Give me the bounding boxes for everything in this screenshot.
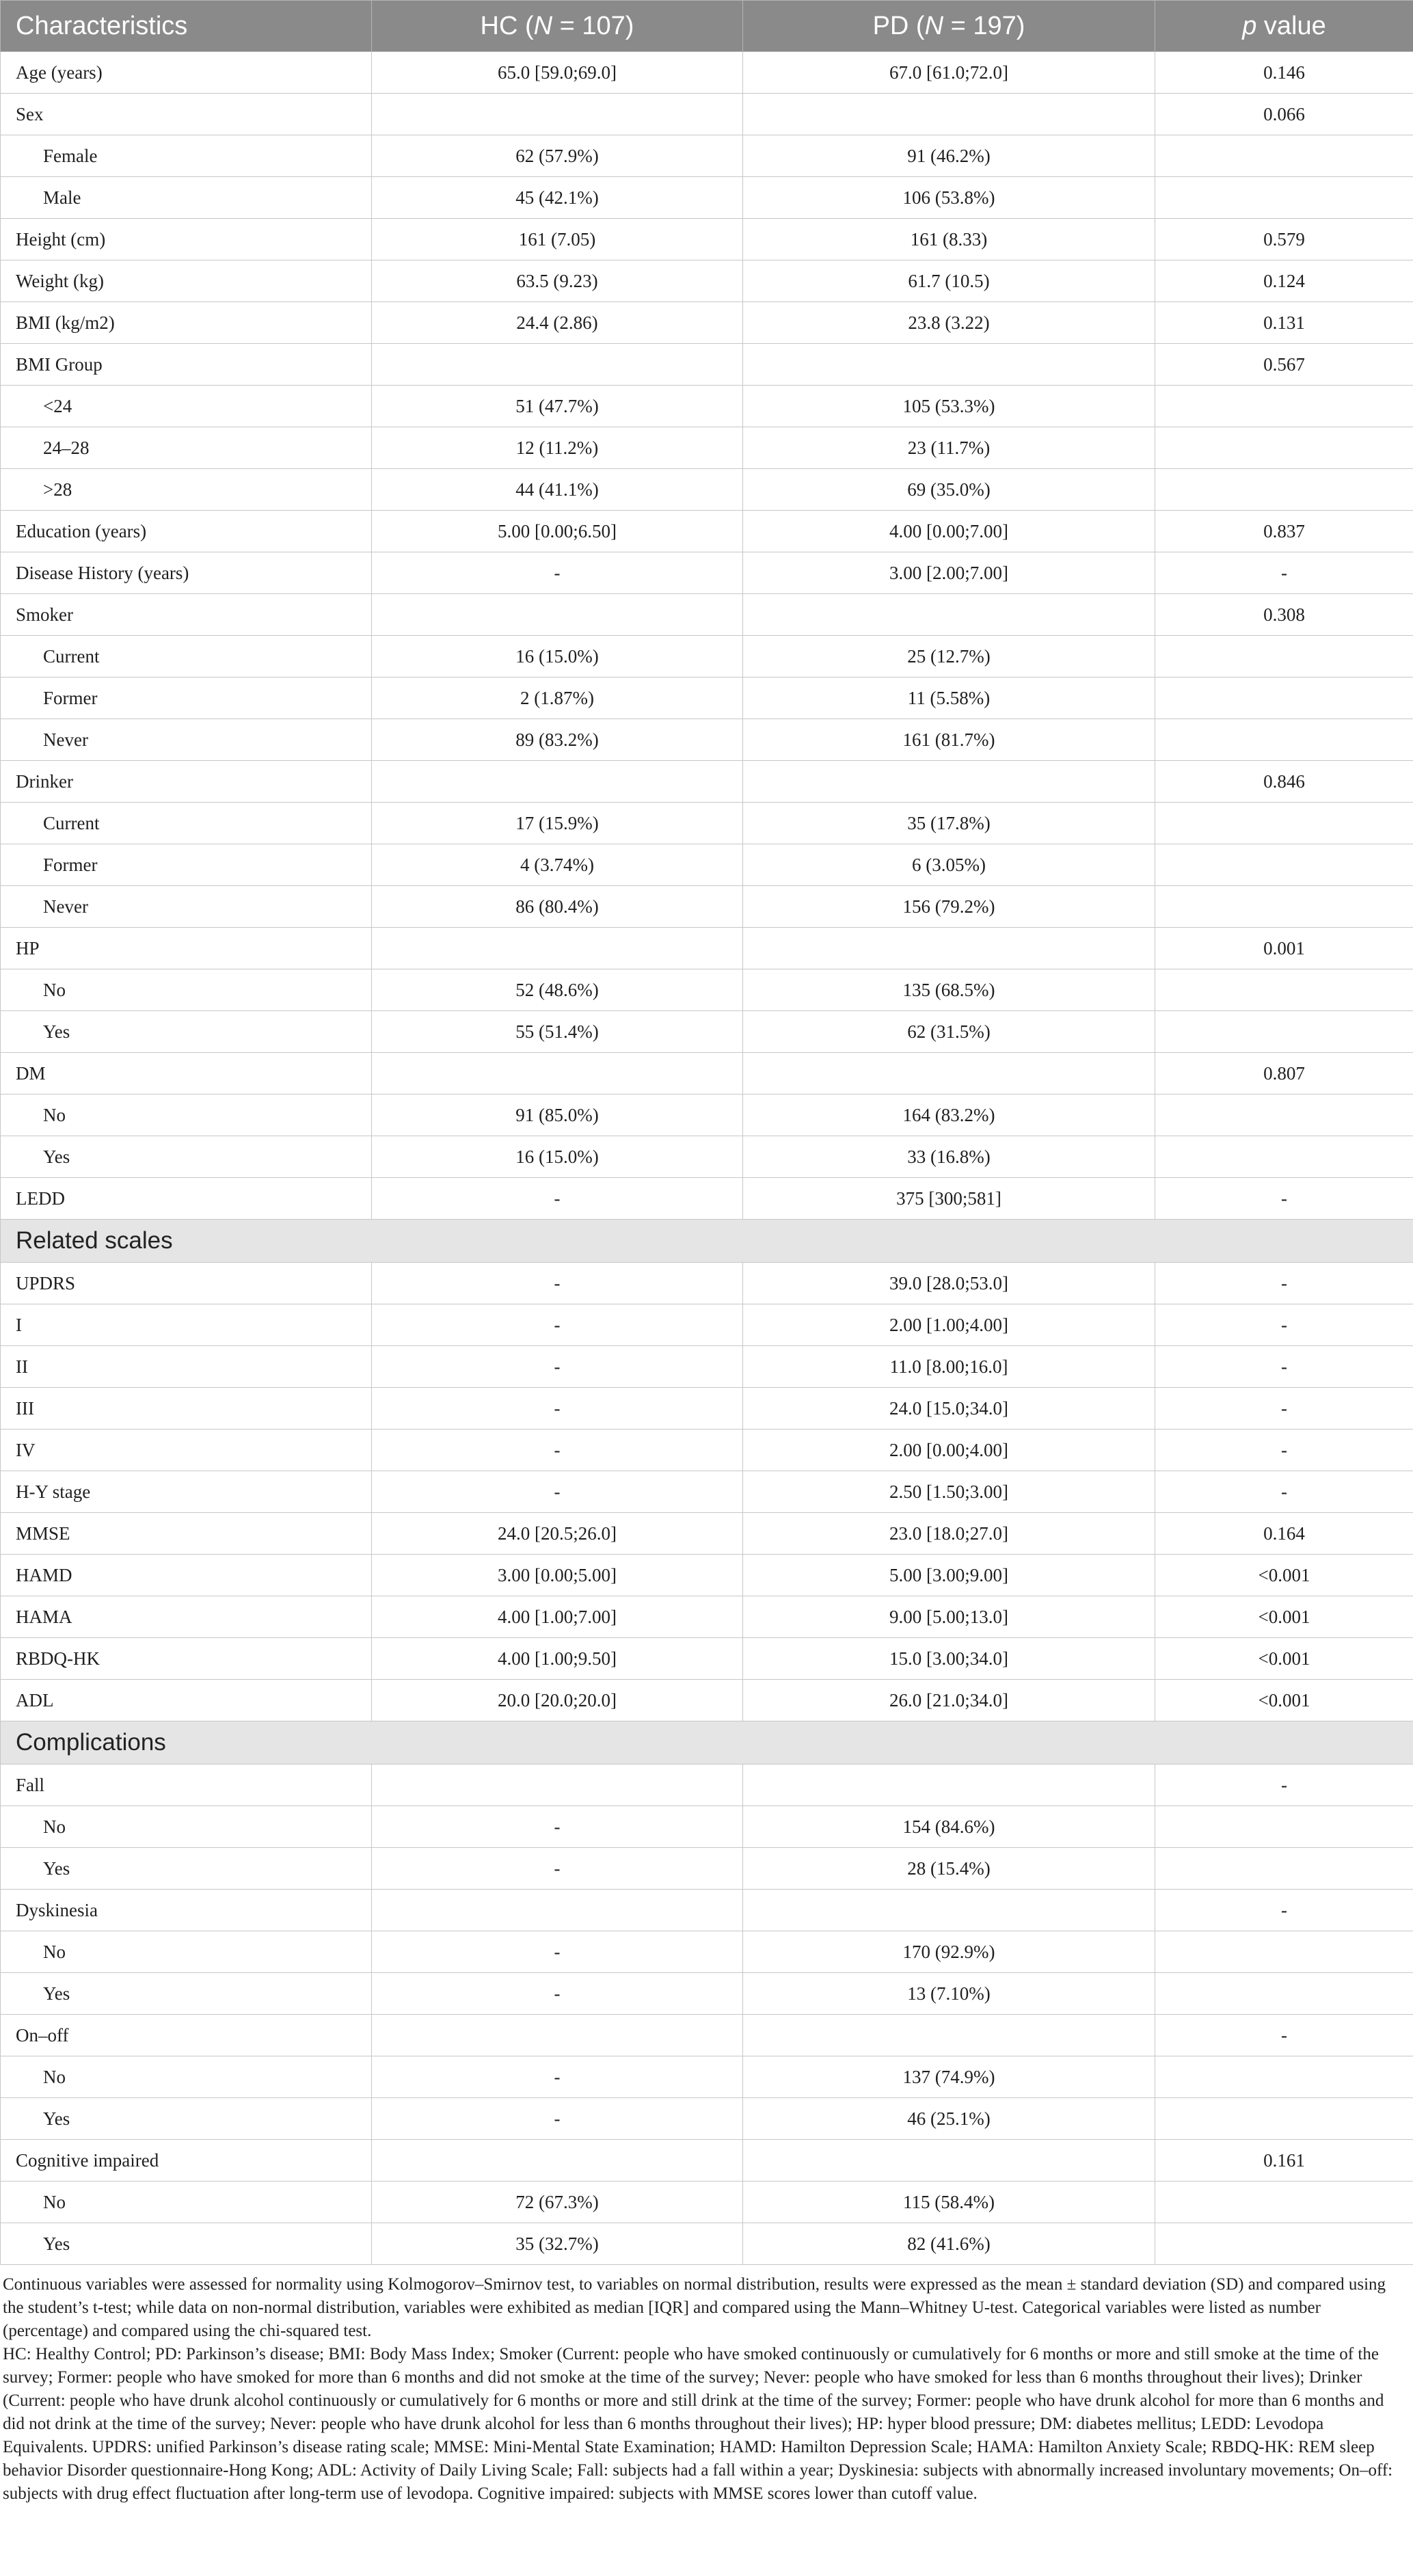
pd-value: 25 (12.7%) — [743, 636, 1155, 677]
hc-value: - — [372, 1430, 743, 1471]
hc-value: 63.5 (9.23) — [372, 260, 743, 302]
section-title: Related scales — [1, 1220, 1413, 1263]
pd-value: 69 (35.0%) — [743, 469, 1155, 511]
p-value: <0.001 — [1155, 1596, 1413, 1638]
row-label: <24 — [1, 386, 372, 427]
row-label: On–off — [1, 2015, 372, 2056]
p-value: - — [1155, 2015, 1413, 2056]
hc-value — [372, 594, 743, 636]
row-label: No — [1, 1931, 372, 1973]
table-row — [1, 1178, 1413, 1220]
table-body — [1, 52, 1413, 2265]
p-value: 0.308 — [1155, 594, 1413, 636]
hc-value: 44 (41.1%) — [372, 469, 743, 511]
row-label: Yes — [1, 1136, 372, 1178]
row-label: Male — [1, 177, 372, 219]
table-row — [1, 1471, 1413, 1513]
pd-value: 161 (81.7%) — [743, 719, 1155, 761]
pd-value — [743, 2015, 1155, 2056]
table-row — [1, 1304, 1413, 1346]
hc-value: - — [372, 1973, 743, 2015]
table-row — [1, 1680, 1413, 1721]
p-value — [1155, 1011, 1413, 1053]
p-value: - — [1155, 1304, 1413, 1346]
table-row — [1, 1053, 1413, 1095]
pd-value: 2.00 [1.00;4.00] — [743, 1304, 1155, 1346]
row-label: ADL — [1, 1680, 372, 1721]
pd-value: 39.0 [28.0;53.0] — [743, 1263, 1155, 1304]
pd-value — [743, 1053, 1155, 1095]
row-label: LEDD — [1, 1178, 372, 1220]
hc-value: 5.00 [0.00;6.50] — [372, 511, 743, 552]
pd-value: 11.0 [8.00;16.0] — [743, 1346, 1155, 1388]
table-row — [1, 219, 1413, 260]
row-label: Drinker — [1, 761, 372, 803]
pd-value: 61.7 (10.5) — [743, 260, 1155, 302]
pd-value: 26.0 [21.0;34.0] — [743, 1680, 1155, 1721]
table-row — [1, 1931, 1413, 1973]
hc-value: 45 (42.1%) — [372, 177, 743, 219]
pd-value: 4.00 [0.00;7.00] — [743, 511, 1155, 552]
pd-value: 23.8 (3.22) — [743, 302, 1155, 344]
header-pd-suffix: = 197) — [943, 11, 1025, 40]
p-value: 0.837 — [1155, 511, 1413, 552]
table-row — [1, 94, 1413, 135]
p-value — [1155, 1931, 1413, 1973]
pd-value: 2.00 [0.00;4.00] — [743, 1430, 1155, 1471]
hc-value: 52 (48.6%) — [372, 969, 743, 1011]
hc-value: - — [372, 1931, 743, 1973]
header-p: p — [1242, 11, 1257, 40]
table-row — [1, 886, 1413, 928]
p-value — [1155, 427, 1413, 469]
row-label: No — [1, 969, 372, 1011]
pd-value: 13 (7.10%) — [743, 1973, 1155, 2015]
p-value: - — [1155, 1388, 1413, 1430]
table-row — [1, 1346, 1413, 1388]
p-value: - — [1155, 552, 1413, 594]
p-value: 0.066 — [1155, 94, 1413, 135]
p-value: 0.164 — [1155, 1513, 1413, 1555]
row-label: RBDQ-HK — [1, 1638, 372, 1680]
section-row — [1, 1220, 1413, 1263]
hc-value: - — [372, 2056, 743, 2098]
hc-value: 12 (11.2%) — [372, 427, 743, 469]
hc-value: 17 (15.9%) — [372, 803, 743, 844]
p-value: - — [1155, 1890, 1413, 1931]
hc-value: 55 (51.4%) — [372, 1011, 743, 1053]
hc-value: 89 (83.2%) — [372, 719, 743, 761]
hc-value: - — [372, 1304, 743, 1346]
pd-value: 11 (5.58%) — [743, 677, 1155, 719]
table-row — [1, 511, 1413, 552]
row-label: No — [1, 1806, 372, 1848]
pd-value: 3.00 [2.00;7.00] — [743, 552, 1155, 594]
pd-value: 15.0 [3.00;34.0] — [743, 1638, 1155, 1680]
header-characteristics: Characteristics — [1, 1, 372, 52]
table-row — [1, 52, 1413, 94]
p-value — [1155, 1848, 1413, 1890]
table-row — [1, 719, 1413, 761]
row-label: IV — [1, 1430, 372, 1471]
table-footnotes — [0, 2265, 1413, 2506]
hc-value: 72 (67.3%) — [372, 2182, 743, 2223]
row-label: Weight (kg) — [1, 260, 372, 302]
p-value: 0.579 — [1155, 219, 1413, 260]
row-label: No — [1, 1095, 372, 1136]
hc-value: 4 (3.74%) — [372, 844, 743, 886]
hc-value: - — [372, 1848, 743, 1890]
table-row — [1, 344, 1413, 386]
p-value — [1155, 1973, 1413, 2015]
hc-value: 4.00 [1.00;9.50] — [372, 1638, 743, 1680]
row-label: Former — [1, 677, 372, 719]
p-value — [1155, 386, 1413, 427]
table-row — [1, 552, 1413, 594]
hc-value: 24.0 [20.5;26.0] — [372, 1513, 743, 1555]
header-pd-prefix: PD ( — [872, 11, 925, 40]
hc-value: - — [372, 1806, 743, 1848]
p-value: - — [1155, 1178, 1413, 1220]
hc-value — [372, 761, 743, 803]
hc-value: 24.4 (2.86) — [372, 302, 743, 344]
pd-value: 164 (83.2%) — [743, 1095, 1155, 1136]
pd-value: 35 (17.8%) — [743, 803, 1155, 844]
pd-value: 2.50 [1.50;3.00] — [743, 1471, 1155, 1513]
table-row — [1, 969, 1413, 1011]
row-label: Current — [1, 636, 372, 677]
p-value — [1155, 2223, 1413, 2265]
pd-value — [743, 1890, 1155, 1931]
row-label: Sex — [1, 94, 372, 135]
hc-value: - — [372, 1346, 743, 1388]
row-label: Never — [1, 719, 372, 761]
table-row — [1, 677, 1413, 719]
p-value: <0.001 — [1155, 1638, 1413, 1680]
hc-value: 91 (85.0%) — [372, 1095, 743, 1136]
pd-value: 23 (11.7%) — [743, 427, 1155, 469]
p-value: <0.001 — [1155, 1680, 1413, 1721]
p-value — [1155, 803, 1413, 844]
pd-value — [743, 2140, 1155, 2182]
row-label: >28 — [1, 469, 372, 511]
header-pd-n: N — [924, 11, 944, 40]
table-row — [1, 761, 1413, 803]
hc-value: 20.0 [20.0;20.0] — [372, 1680, 743, 1721]
pd-value: 375 [300;581] — [743, 1178, 1155, 1220]
p-value — [1155, 2182, 1413, 2223]
p-value: 0.131 — [1155, 302, 1413, 344]
pd-value: 170 (92.9%) — [743, 1931, 1155, 1973]
table-row — [1, 636, 1413, 677]
pd-value: 9.00 [5.00;13.0] — [743, 1596, 1155, 1638]
pd-value: 24.0 [15.0;34.0] — [743, 1388, 1155, 1430]
row-label: Fall — [1, 1765, 372, 1806]
row-label: Dyskinesia — [1, 1890, 372, 1931]
p-value: 0.846 — [1155, 761, 1413, 803]
header-p-suffix: value — [1256, 11, 1326, 40]
table-row — [1, 1638, 1413, 1680]
pd-value: 115 (58.4%) — [743, 2182, 1155, 2223]
p-value — [1155, 636, 1413, 677]
hc-value: 62 (57.9%) — [372, 135, 743, 177]
row-label: No — [1, 2056, 372, 2098]
hc-value — [372, 928, 743, 969]
section-row — [1, 1721, 1413, 1765]
table-row — [1, 2015, 1413, 2056]
row-label: II — [1, 1346, 372, 1388]
table-row — [1, 2140, 1413, 2182]
p-value: - — [1155, 1430, 1413, 1471]
row-label: Height (cm) — [1, 219, 372, 260]
row-label: Disease History (years) — [1, 552, 372, 594]
header-hc-n: N — [533, 11, 553, 40]
footnote: HC: Healthy Control; PD: Parkinson’s disease; BMI: Body Mass Index; Smoker (Current: people who have smoked continuously or cumulatively for 6 months or more and still smoke at the time of the survey; Former: people who have smoked for more than 6 months and did not smoke at the time of the survey; Never: people who have smoked for less than 6 months throughout their lives); Drinker (Current: people who have drunk alcohol continuously or cumulatively for 6 months or more and still drink at the time of the survey; Former: people who have drunk alcohol for more than 6 months and did not drink at the time of the survey; Never: people who have drunk alcohol for less than 6 months throughout their lives); HP: hyper blood pressure; DM: diabetes mellitus; LEDD: Levodopa Equivalents. UPDRS: unified Parkinson’s disease rating scale; MMSE: Mini-Mental State Examination; HAMD: Hamilton Depression Scale; HAMA: Hamilton Anxiety Scale; RBDQ-HK: REM sleep behavior Disorder questionnaire-Hong Kong; ADL: Activity of Daily Living Scale; Fall: subjects had a fall within a year; Dyskinesia: subjects with abnormally increased involuntary movements; On–off: subjects with drug effect fluctuation after long-term use of levodopa. Cognitive impaired: subjects with MMSE scores lower than cutoff value. — [3, 2345, 1393, 2503]
hc-value: 86 (80.4%) — [372, 886, 743, 928]
table-row — [1, 1136, 1413, 1178]
row-label: No — [1, 2182, 372, 2223]
row-label: BMI (kg/m2) — [1, 302, 372, 344]
p-value — [1155, 969, 1413, 1011]
p-value: - — [1155, 1471, 1413, 1513]
row-label: MMSE — [1, 1513, 372, 1555]
row-label: I — [1, 1304, 372, 1346]
p-value — [1155, 135, 1413, 177]
pd-value: 62 (31.5%) — [743, 1011, 1155, 1053]
row-label: Yes — [1, 1848, 372, 1890]
row-label: Education (years) — [1, 511, 372, 552]
section-title: Complications — [1, 1721, 1413, 1765]
p-value: - — [1155, 1765, 1413, 1806]
table-header-row — [1, 1, 1413, 52]
table-row — [1, 803, 1413, 844]
header-hc — [372, 1, 743, 52]
pd-value: 82 (41.6%) — [743, 2223, 1155, 2265]
table-row — [1, 1513, 1413, 1555]
p-value — [1155, 2056, 1413, 2098]
hc-value: 161 (7.05) — [372, 219, 743, 260]
pd-value — [743, 594, 1155, 636]
table-row — [1, 2056, 1413, 2098]
p-value: 0.161 — [1155, 2140, 1413, 2182]
hc-value: 2 (1.87%) — [372, 677, 743, 719]
hc-value: 16 (15.0%) — [372, 636, 743, 677]
pd-value: 33 (16.8%) — [743, 1136, 1155, 1178]
p-value: - — [1155, 1346, 1413, 1388]
pd-value: 46 (25.1%) — [743, 2098, 1155, 2140]
pd-value: 135 (68.5%) — [743, 969, 1155, 1011]
hc-value: - — [372, 1263, 743, 1304]
hc-value — [372, 2140, 743, 2182]
row-label: HAMD — [1, 1555, 372, 1596]
table-row — [1, 844, 1413, 886]
hc-value: - — [372, 2098, 743, 2140]
row-label: BMI Group — [1, 344, 372, 386]
row-label: 24–28 — [1, 427, 372, 469]
p-value — [1155, 1806, 1413, 1848]
table-row — [1, 135, 1413, 177]
hc-value: 35 (32.7%) — [372, 2223, 743, 2265]
p-value — [1155, 469, 1413, 511]
row-label: HAMA — [1, 1596, 372, 1638]
p-value: 0.001 — [1155, 928, 1413, 969]
table-row — [1, 302, 1413, 344]
table-row — [1, 1765, 1413, 1806]
row-label: Female — [1, 135, 372, 177]
row-label: Yes — [1, 1011, 372, 1053]
pd-value: 156 (79.2%) — [743, 886, 1155, 928]
pd-value: 137 (74.9%) — [743, 2056, 1155, 2098]
hc-value: 51 (47.7%) — [372, 386, 743, 427]
row-label: III — [1, 1388, 372, 1430]
p-value — [1155, 719, 1413, 761]
table-row — [1, 427, 1413, 469]
table-row — [1, 2223, 1413, 2265]
p-value — [1155, 677, 1413, 719]
p-value: <0.001 — [1155, 1555, 1413, 1596]
table-row — [1, 1388, 1413, 1430]
row-label: UPDRS — [1, 1263, 372, 1304]
hc-value: 65.0 [59.0;69.0] — [372, 52, 743, 94]
hc-value: 4.00 [1.00;7.00] — [372, 1596, 743, 1638]
pd-value — [743, 761, 1155, 803]
hc-value: - — [372, 552, 743, 594]
table-row — [1, 2182, 1413, 2223]
table-row — [1, 928, 1413, 969]
p-value — [1155, 844, 1413, 886]
row-label: HP — [1, 928, 372, 969]
row-label: DM — [1, 1053, 372, 1095]
hc-value: - — [372, 1388, 743, 1430]
pd-value — [743, 1765, 1155, 1806]
table-row — [1, 1973, 1413, 2015]
p-value — [1155, 886, 1413, 928]
p-value — [1155, 177, 1413, 219]
table-row — [1, 1555, 1413, 1596]
p-value: 0.124 — [1155, 260, 1413, 302]
header-hc-prefix: HC ( — [480, 11, 534, 40]
table-row — [1, 469, 1413, 511]
pd-value: 67.0 [61.0;72.0] — [743, 52, 1155, 94]
footnote: Continuous variables were assessed for normality using Kolmogorov–Smirnov test, to variables on normal distribution, results were expressed as the mean ± standard deviation (SD) and compared using the student’s t-test; while data on non-normal distribution, variables were exhibited as median [IQR] and compared using the Mann–Whitney U-test. Categorical variables were listed as number (percentage) and compared using the chi-squared test. — [3, 2275, 1386, 2340]
p-value: 0.807 — [1155, 1053, 1413, 1095]
hc-value: - — [372, 1178, 743, 1220]
pd-value: 6 (3.05%) — [743, 844, 1155, 886]
hc-value — [372, 1890, 743, 1931]
row-label: H-Y stage — [1, 1471, 372, 1513]
row-label: Yes — [1, 1973, 372, 2015]
table-row — [1, 1890, 1413, 1931]
pd-value: 154 (84.6%) — [743, 1806, 1155, 1848]
table-row — [1, 1596, 1413, 1638]
hc-value — [372, 344, 743, 386]
row-label: Yes — [1, 2098, 372, 2140]
p-value — [1155, 1095, 1413, 1136]
row-label: Age (years) — [1, 52, 372, 94]
table-row — [1, 260, 1413, 302]
table-row — [1, 386, 1413, 427]
table-row — [1, 1011, 1413, 1053]
table-row — [1, 594, 1413, 636]
pd-value: 91 (46.2%) — [743, 135, 1155, 177]
p-value — [1155, 1136, 1413, 1178]
hc-value: 16 (15.0%) — [372, 1136, 743, 1178]
row-label: Yes — [1, 2223, 372, 2265]
hc-value: 3.00 [0.00;5.00] — [372, 1555, 743, 1596]
header-hc-suffix: = 107) — [552, 11, 634, 40]
hc-value: - — [372, 1471, 743, 1513]
hc-value — [372, 94, 743, 135]
table-row — [1, 1430, 1413, 1471]
pd-value: 105 (53.3%) — [743, 386, 1155, 427]
table-row — [1, 177, 1413, 219]
hc-value — [372, 2015, 743, 2056]
table-row — [1, 1095, 1413, 1136]
hc-value — [372, 1765, 743, 1806]
p-value: 0.146 — [1155, 52, 1413, 94]
table-row — [1, 1848, 1413, 1890]
hc-value — [372, 1053, 743, 1095]
row-label: Smoker — [1, 594, 372, 636]
row-label: Never — [1, 886, 372, 928]
p-value: 0.567 — [1155, 344, 1413, 386]
pd-value: 106 (53.8%) — [743, 177, 1155, 219]
p-value: - — [1155, 1263, 1413, 1304]
row-label: Current — [1, 803, 372, 844]
pd-value: 28 (15.4%) — [743, 1848, 1155, 1890]
row-label: Cognitive impaired — [1, 2140, 372, 2182]
pd-value — [743, 94, 1155, 135]
table-row — [1, 2098, 1413, 2140]
header-pd — [743, 1, 1155, 52]
pd-value: 161 (8.33) — [743, 219, 1155, 260]
row-label: Former — [1, 844, 372, 886]
pd-value: 23.0 [18.0;27.0] — [743, 1513, 1155, 1555]
pd-value — [743, 344, 1155, 386]
p-value — [1155, 2098, 1413, 2140]
pd-value — [743, 928, 1155, 969]
header-p-value — [1155, 1, 1413, 52]
table-row — [1, 1806, 1413, 1848]
pd-value: 5.00 [3.00;9.00] — [743, 1555, 1155, 1596]
table-row — [1, 1263, 1413, 1304]
